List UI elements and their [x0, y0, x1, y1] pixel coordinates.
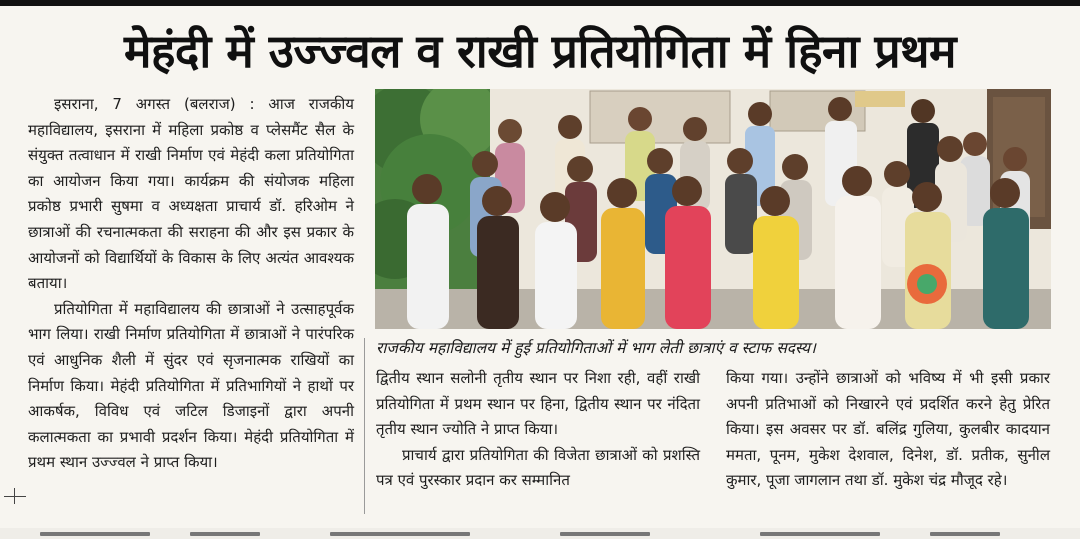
photo-caption: राजकीय महाविद्यालय में हुई प्रतियोगिताओं में भाग लेती छात्राएं व स्टाफ सदस्य।: [376, 339, 816, 357]
crop-mark: [4, 496, 26, 497]
article-paragraph: इसराना, 7 अगस्त (बलराज) : आज राजकीय महाविद्यालय, इसराना में महिला प्रकोष्ठ व प्लेसमैंट सैल के संयुक्त तत्वाधान में राखी निर्माण एवं मेहंदी कला प्रतियोगिता का आयोजन किया गया। कार्यक्रम की संयोजक महिला प्रकोष्ठ प्रभारी सुषमा व अध्यक्षता प्राचार्य डॉ. हरिओम ने छात्राओं की रचनात्मकता की सराहना की और इस प्रकार के आयोजनों को विद्यार्थियों के विकास के लिए अत्यंत आवश्यक बताया।: [28, 95, 354, 293]
article-paragraph: किया गया। उन्होंने छात्राओं को भविष्य में भी इसी प्रकार अपनी प्रतिभाओं को निखारने एवं प्रदर्शित करने हेतु प्रेरित किया। इस अवसर पर डॉ. बलिंद्र गुलिया, कुलबीर कादयान ममता, पूनम, मुकेश देशवाल, दिनेश, डॉ. प्रतीक, सुनील कुमार, पूजा जागलान तथा डॉ. मुकेश चंद्र मौजूद रहे।: [726, 369, 1050, 490]
crop-mark: [14, 488, 15, 504]
article-column-3: [726, 366, 1050, 494]
top-border: [0, 0, 1080, 6]
headline: मेहंदी में उज्ज्वल व राखी प्रतियोगिता में हिना प्रथम: [123, 24, 957, 78]
article-paragraph: प्राचार्य द्वारा प्रतियोगिता की विजेता छात्राओं को प्रशस्ति पत्र एवं पुरस्कार प्रदान कर सम्मानित: [376, 445, 700, 490]
news-photo: [375, 89, 1051, 329]
next-article-strip: [0, 528, 1080, 539]
article-column-1: [28, 92, 354, 476]
group-photo-illustration: [375, 89, 1051, 329]
article-paragraph: द्वितीय स्थान सलोनी तृतीय स्थान पर निशा रही, वहीं राखी प्रतियोगिता में प्रथम स्थान पर हिना, द्वितीय स्थान पर नंदिता तृतीय स्थान ज्योति ने प्राप्त किया।: [376, 369, 700, 439]
article-paragraph: प्रतियोगिता में महाविद्यालय की छात्राओं ने उत्साहपूर्वक भाग लिया। राखी निर्माण प्रतियोगिता में छात्राओं ने पारंपरिक एवं आधुनिक शैली में सुंदर एवं सृजनात्मक राखियों का निर्माण किया। मेहंदी प्रतियोगिता में प्रतिभागियों ने हाथों पर आकर्षक, विविध एवं जटिल डिजाइनों द्वारा अपनी कलात्मकता का प्रभावी प्रदर्शन किया। मेहंदी प्रतियोगिता में प्रथम स्थान उज्ज्वल ने प्राप्त किया।: [28, 299, 354, 472]
article-column-2: [376, 366, 700, 494]
column-divider: [364, 338, 365, 514]
